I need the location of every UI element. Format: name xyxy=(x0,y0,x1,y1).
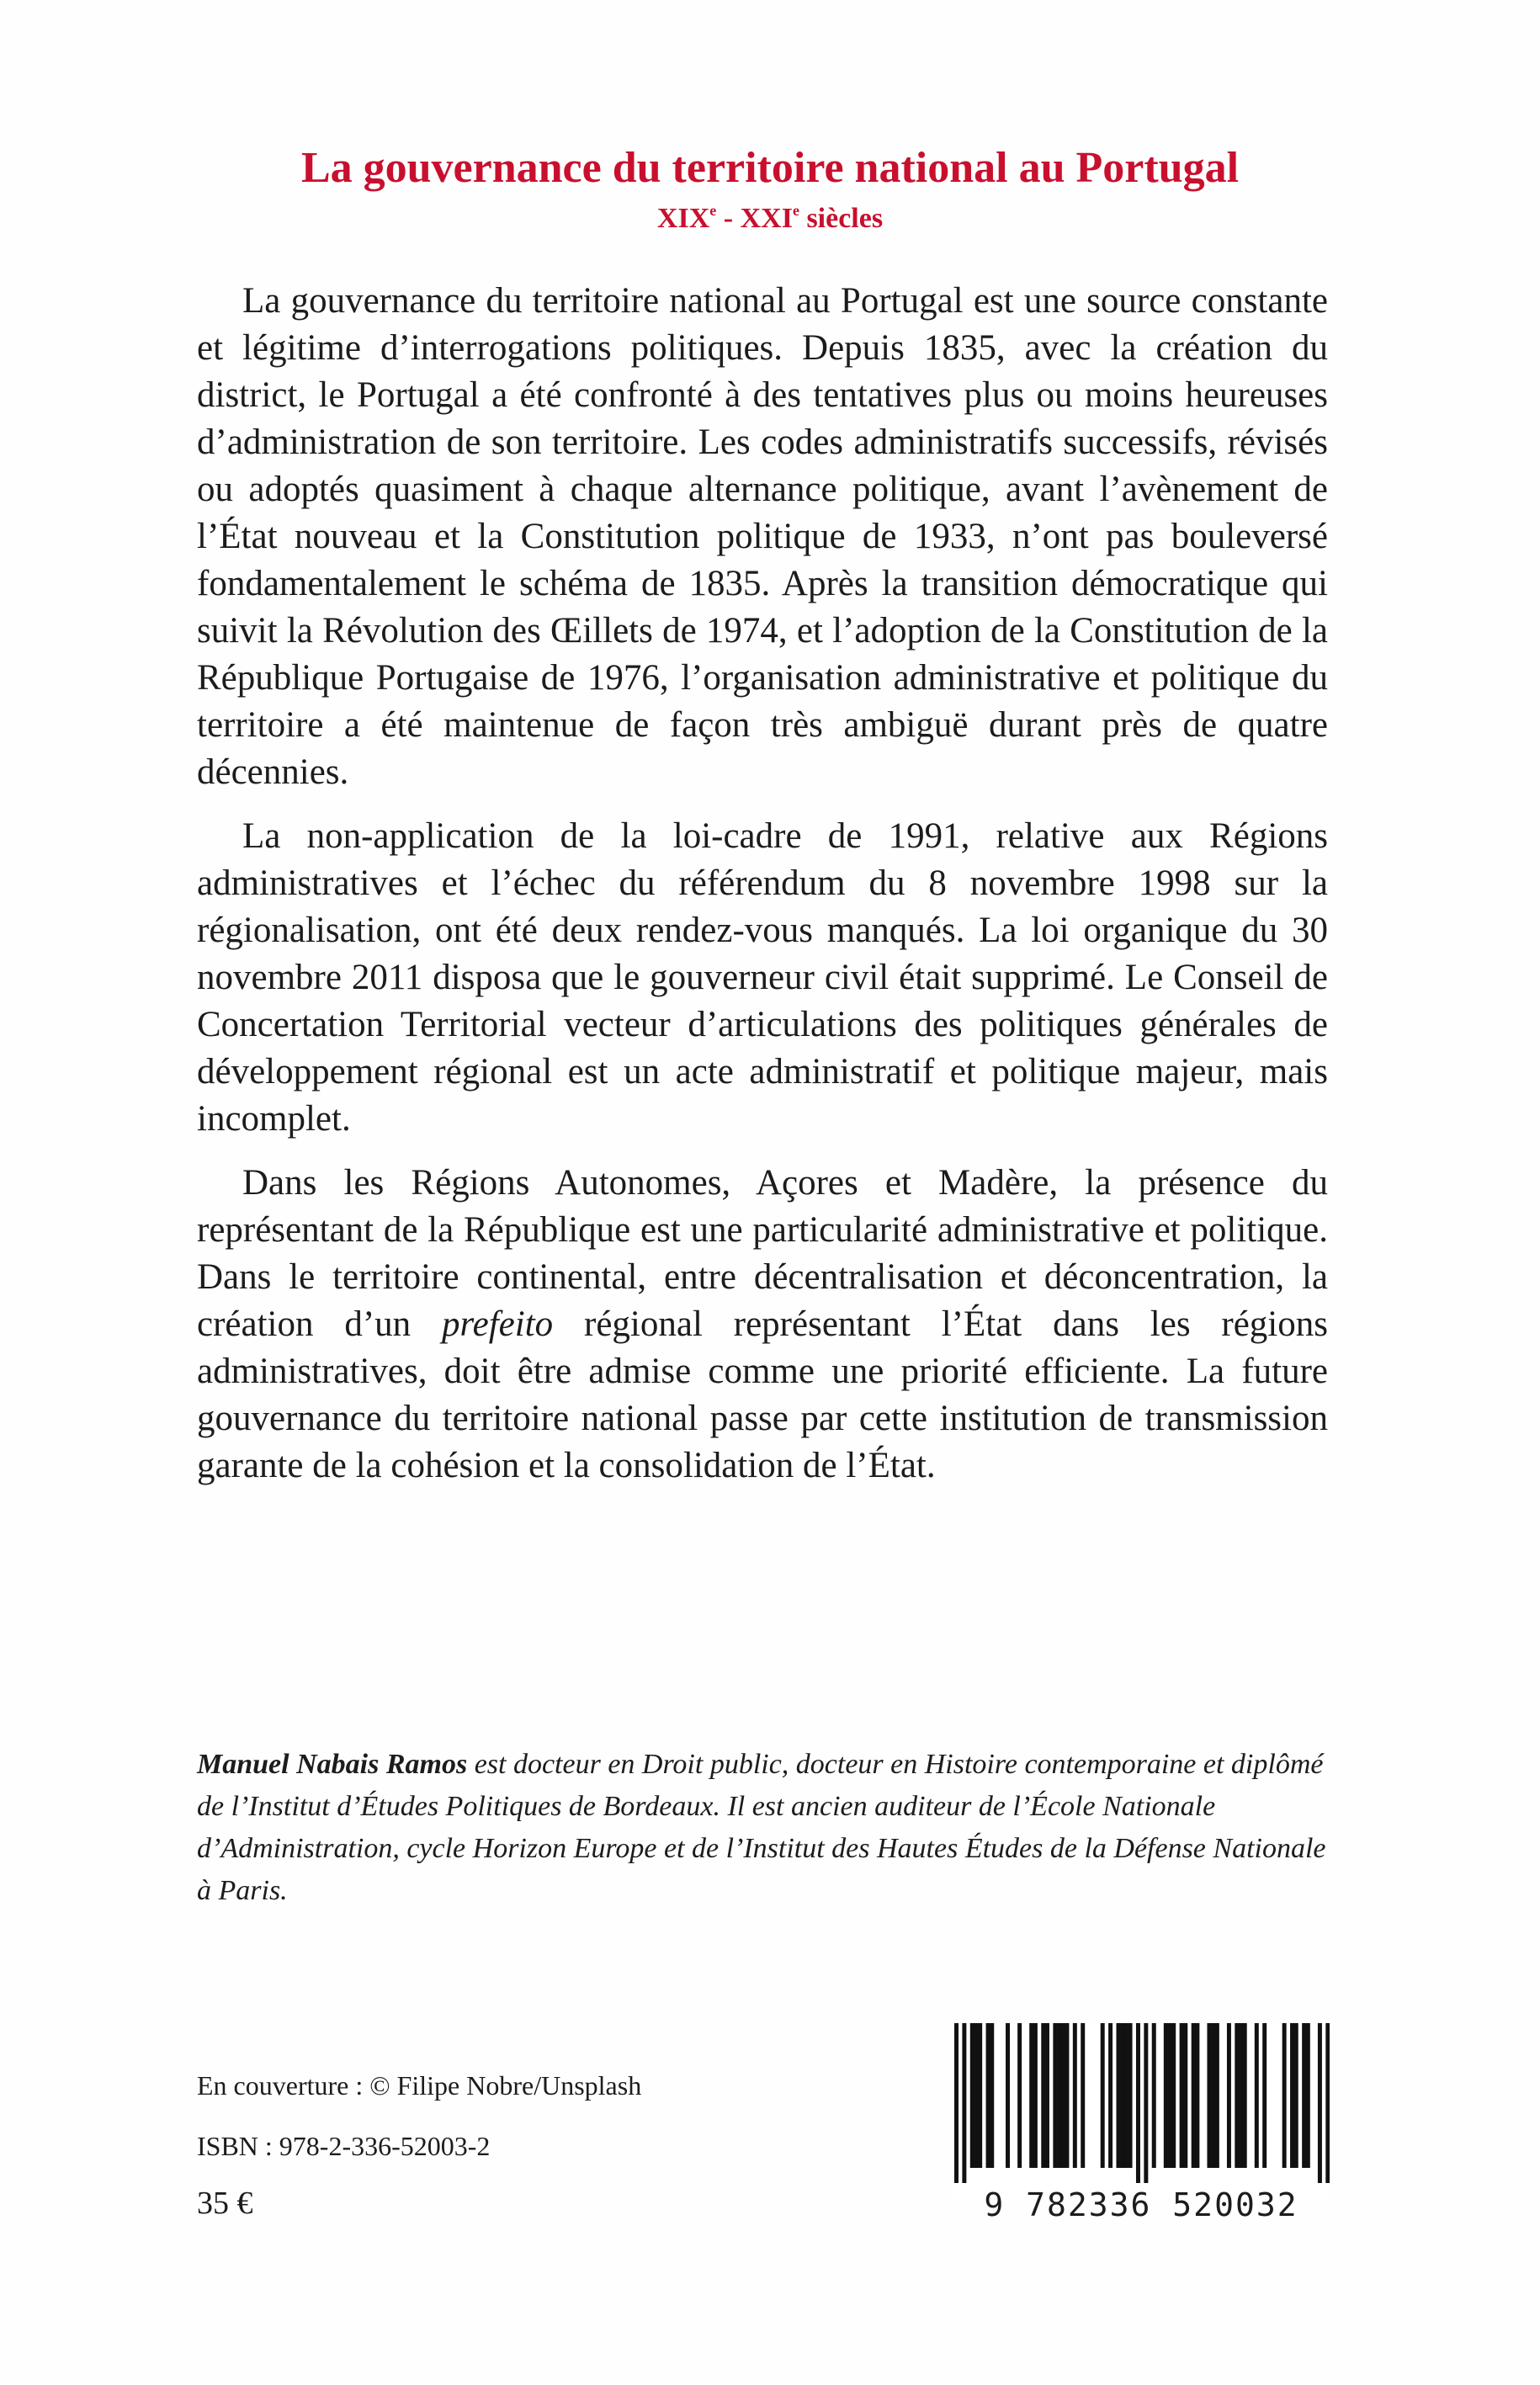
barcode-bars xyxy=(954,2023,1330,2183)
paragraph-3-end: régional représentant l’État dans les régions administratives, doit être admise comme une priorité efficiente. La future gouvernance du territoire national passe par cette institution de transmission garante de la cohésion et la consolidation de l’État. xyxy=(197,1304,1328,1485)
barcode-bar xyxy=(1152,2023,1156,2168)
barcode-bar xyxy=(986,2023,990,2168)
isbn: ISBN : 978-2-336-52003-2 xyxy=(197,2131,491,2161)
barcode-bar xyxy=(1045,2023,1049,2168)
barcode-bar xyxy=(1255,2023,1259,2168)
barcode-bar xyxy=(954,2023,959,2183)
barcode-bar xyxy=(1227,2023,1231,2168)
barcode-bar xyxy=(962,2023,966,2183)
barcode-bar xyxy=(1235,2023,1239,2168)
barcode-bar xyxy=(978,2023,982,2168)
blurb-paragraph-2: La non-application de la loi-cadre de 1991, relative aux Régions administratives et l’échec du référendum du 8 novembre 1998 sur la régionalisation, ont été deux rendez-vous manqués. La loi organique du 30 novembre 2011 disposa que le gouverneur civil était supprimé. Le Conseil de Concertation Territorial vecteur d’articulations des politiques générales de développement régional est un acte administratif et politique majeur, mais incomplet. xyxy=(197,816,1328,1139)
barcode-bar xyxy=(990,2023,994,2168)
blurb-paragraph-1: La gouvernance du territoire national au Portugal est une source constante et légitime d’interrogations politiques. Depuis 1835, avec la création du district, le Portugal a été confronté à des tentatives plus ou moins heureuses d’administration de son territoire. Les codes administratifs successifs, révisés ou adoptés quasiment à chaque alternance politique, avant l’avènement de l’État nouveau et la Constitution politique de 1933, n’ont pas bouleversé fondamentalement le schéma de 1835. Après la transition démocratique qui suivit la Révolution des Œillets de 1974, et l’adoption de la Constitution de la République Portugaise de 1976, l’organisation administrative et politique du territoire a été maintenue de façon très ambiguë durant près de quatre décennies. xyxy=(197,281,1328,792)
subtitle-separator: - XXI xyxy=(716,203,793,234)
barcode-bar xyxy=(1116,2023,1120,2168)
blurb-body xyxy=(197,278,1328,1506)
subtitle-century-start: XIX xyxy=(656,203,710,234)
barcode-bar xyxy=(1144,2023,1148,2183)
barcode-bar xyxy=(1192,2023,1196,2168)
subtitle-centuries-word: siècles xyxy=(799,203,884,234)
barcode-bar xyxy=(1180,2023,1184,2168)
author-bio xyxy=(197,1744,1330,1912)
barcode-bar xyxy=(970,2023,974,2168)
barcode-bar xyxy=(1262,2023,1267,2168)
book-title: La gouvernance du territoire national au Portugal xyxy=(300,144,1240,192)
barcode-bar xyxy=(1294,2023,1298,2168)
barcode-bar xyxy=(1128,2023,1133,2168)
barcode xyxy=(954,2023,1330,2200)
barcode-bar xyxy=(1120,2023,1124,2168)
subtitle-superscript-1: e xyxy=(709,202,717,219)
author-bio-text: est docteur en Droit public, docteur en Histoire contemporaine et diplômé de l’Institut d’Études Politiques de Bordeaux. Il est ancien auditeur de l’École Nationale d’Administration, cycle Horizon Europe et de l’Institut des Hautes Études de la Défense Nationale à Paris. xyxy=(197,1749,1326,1906)
barcode-bar xyxy=(1171,2023,1176,2168)
subtitle-superscript-2: e xyxy=(792,202,799,219)
barcode-bar xyxy=(1041,2023,1045,2168)
barcode-bar xyxy=(1057,2023,1061,2168)
barcode-bar xyxy=(1325,2023,1330,2183)
paragraph-3-start: Dans les Régions Autonomes, Açores et Madère, la présence du représentant de la République est une particularité administrative et politique. Dans le territoire continental, entre décentralisation et déconcentration, la création d’un xyxy=(197,1163,1328,1344)
author-name: Manuel Nabais Ramos xyxy=(197,1749,468,1780)
barcode-bar xyxy=(1164,2023,1168,2168)
barcode-bar xyxy=(1168,2023,1172,2168)
barcode-bar xyxy=(1065,2023,1069,2168)
barcode-bar xyxy=(1033,2023,1038,2168)
barcode-bar xyxy=(1073,2023,1077,2168)
barcode-bar xyxy=(1290,2023,1294,2168)
barcode-bar xyxy=(1215,2023,1219,2168)
barcode-bar xyxy=(1081,2023,1085,2168)
barcode-bar xyxy=(1183,2023,1187,2168)
barcode-bar xyxy=(1195,2023,1199,2168)
barcode-bar xyxy=(1029,2023,1033,2168)
barcode-bar xyxy=(1318,2023,1322,2183)
barcode-bar xyxy=(1207,2023,1211,2168)
barcode-bar xyxy=(1239,2023,1243,2168)
paragraph-3-italic-term: prefeito xyxy=(442,1304,554,1344)
barcode-bar xyxy=(1136,2023,1140,2183)
barcode-digits: 9 782336 520032 xyxy=(984,2186,1298,2223)
barcode-bar xyxy=(1108,2023,1113,2168)
barcode-bar xyxy=(1017,2023,1022,2168)
barcode-bar xyxy=(1306,2023,1310,2168)
barcode-bar xyxy=(974,2023,978,2168)
barcode-bar xyxy=(1211,2023,1215,2168)
barcode-bar xyxy=(1124,2023,1128,2168)
cover-credit: En couverture : © Filipe Nobre/Unsplash xyxy=(197,2070,642,2101)
barcode-bar xyxy=(1282,2023,1287,2168)
barcode-bar xyxy=(1061,2023,1065,2168)
book-subtitle xyxy=(0,200,1540,237)
blurb-paragraph-3 xyxy=(197,1160,1328,1490)
barcode-bar xyxy=(1101,2023,1105,2168)
barcode-bar xyxy=(1243,2023,1247,2168)
barcode-bar xyxy=(1302,2023,1306,2168)
barcode-bar xyxy=(1006,2023,1010,2168)
barcode-bar xyxy=(1053,2023,1057,2168)
price: 35 € xyxy=(197,2186,253,2221)
